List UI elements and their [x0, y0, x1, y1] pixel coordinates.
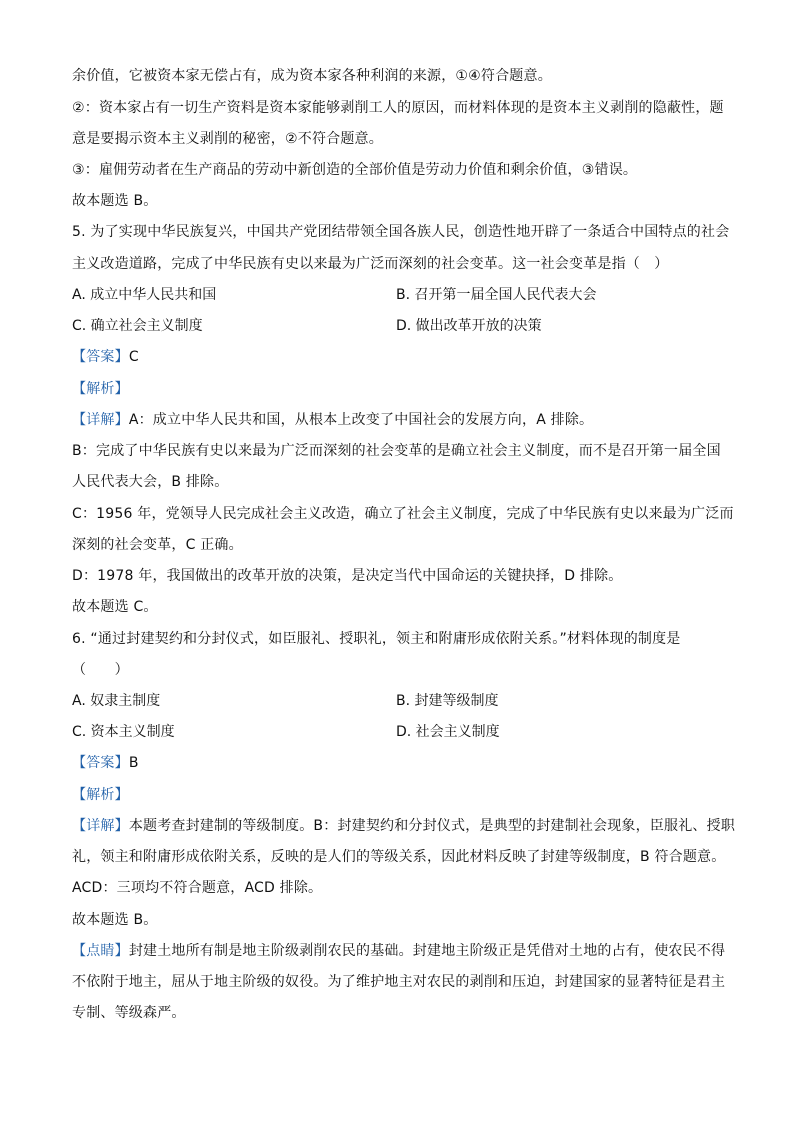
detail-text: 本题考查封建制的等级制度。B：封建契约和分封仪式，是典型的封建制社会现象，臣服礼、授职	[128, 818, 736, 834]
detail-tag: 【详解】	[72, 818, 129, 834]
prev-answer-line: 余价值，它被资本家无偿占有，成为资本家各种利润的来源，①④符合题意。	[72, 68, 552, 84]
q6-tip: 专制、等级森严。	[72, 1005, 186, 1021]
q6-tip	[72, 941, 725, 961]
prev-answer-line: ③：雇佣劳动者在生产商品的劳动中新创造的全部价值是劳动力价值和剩余价值，③错误。	[72, 162, 638, 178]
q6-conclusion: 故本题选 B。	[72, 912, 158, 928]
tip-tag: 【点睛】	[72, 943, 129, 959]
analysis-tag: 【解析】	[72, 787, 129, 803]
q6-stem: （ ）	[72, 662, 129, 678]
q5-option-c: C. 确立社会主义制度	[72, 318, 203, 334]
answer-tag: 【答案】	[72, 755, 129, 771]
q5-stem: 5. 为了实现中华民族复兴，中国共产党团结带领全国各族人民，创造性地开辟了一条适合中国特点的社会	[72, 224, 730, 240]
tip-text: 封建土地所有制是地主阶级剥削农民的基础。封建地主阶级正是凭借对土地的占有，使农民不得	[128, 943, 726, 959]
q5-conclusion: 故本题选 C。	[72, 599, 158, 615]
detail-text: A：成立中华人民共和国，从根本上改变了中国社会的发展方向，A 排除。	[128, 412, 594, 428]
q6-answer	[72, 753, 139, 773]
answer-value: B	[128, 755, 139, 771]
answer-value: C	[128, 349, 139, 365]
prev-answer-line: ②：资本家占有一切生产资料是资本家能够剥削工人的原因，而材料体现的是资本主义剥削的隐蔽性，题	[72, 100, 724, 116]
prev-answer-conclusion: 故本题选 B。	[72, 193, 158, 209]
q5-detail: D：1978 年，我国做出的改革开放的决策，是决定当代中国命运的关键抉择，D 排除。	[72, 568, 623, 584]
q5-detail: C：1956 年，党领导人民完成社会主义改造，确立了社会主义制度，完成了中华民族有史以来最为广泛而	[72, 506, 734, 522]
detail-tag: 【详解】	[72, 412, 129, 428]
q5-detail	[72, 410, 593, 430]
q6-tip: 不依附于地主，屈从于地主阶级的奴役。为了维护地主对农民的剥削和压迫，封建国家的显著特征是君主	[72, 974, 726, 990]
q6-option-d: D. 社会主义制度	[396, 724, 500, 740]
q6-option-b: B. 封建等级制度	[396, 693, 499, 709]
q6-detail: ACD：三项均不符合题意，ACD 排除。	[72, 880, 323, 896]
q5-stem: 主义改造道路，完成了中华民族有史以来最为广泛而深刻的社会变革。这一社会变革是指（ ）	[72, 256, 669, 272]
q5-detail: 人民代表大会，B 排除。	[72, 474, 229, 490]
q5-detail: B：完成了中华民族有史以来最为广泛而深刻的社会变革的是确立社会主义制度，而不是召开第一届全国	[72, 443, 721, 459]
q5-option-a: A. 成立中华人民共和国	[72, 287, 217, 303]
q6-stem: 6. “通过封建契约和分封仪式，如臣服礼、授职礼，领主和附庸形成依附关系。”材料体现的制度是	[72, 631, 681, 647]
q5-detail: 深刻的社会变革，C 正确。	[72, 537, 243, 553]
answer-tag: 【答案】	[72, 349, 129, 365]
q6-detail	[72, 816, 735, 836]
q5-answer	[72, 347, 139, 367]
q6-detail: 礼，领主和附庸形成依附关系，反映的是人们的等级关系，因此材料反映了封建等级制度，B 符合题意。	[72, 849, 726, 865]
analysis-tag: 【解析】	[72, 381, 129, 397]
q5-option-d: D. 做出改革开放的决策	[396, 318, 542, 334]
q5-option-b: B. 召开第一届全国人民代表大会	[396, 287, 597, 303]
q6-option-c: C. 资本主义制度	[72, 724, 175, 740]
q6-option-a: A. 奴隶主制度	[72, 693, 161, 709]
prev-answer-line: 意是要揭示资本主义剥削的秘密，②不符合题意。	[72, 131, 383, 147]
